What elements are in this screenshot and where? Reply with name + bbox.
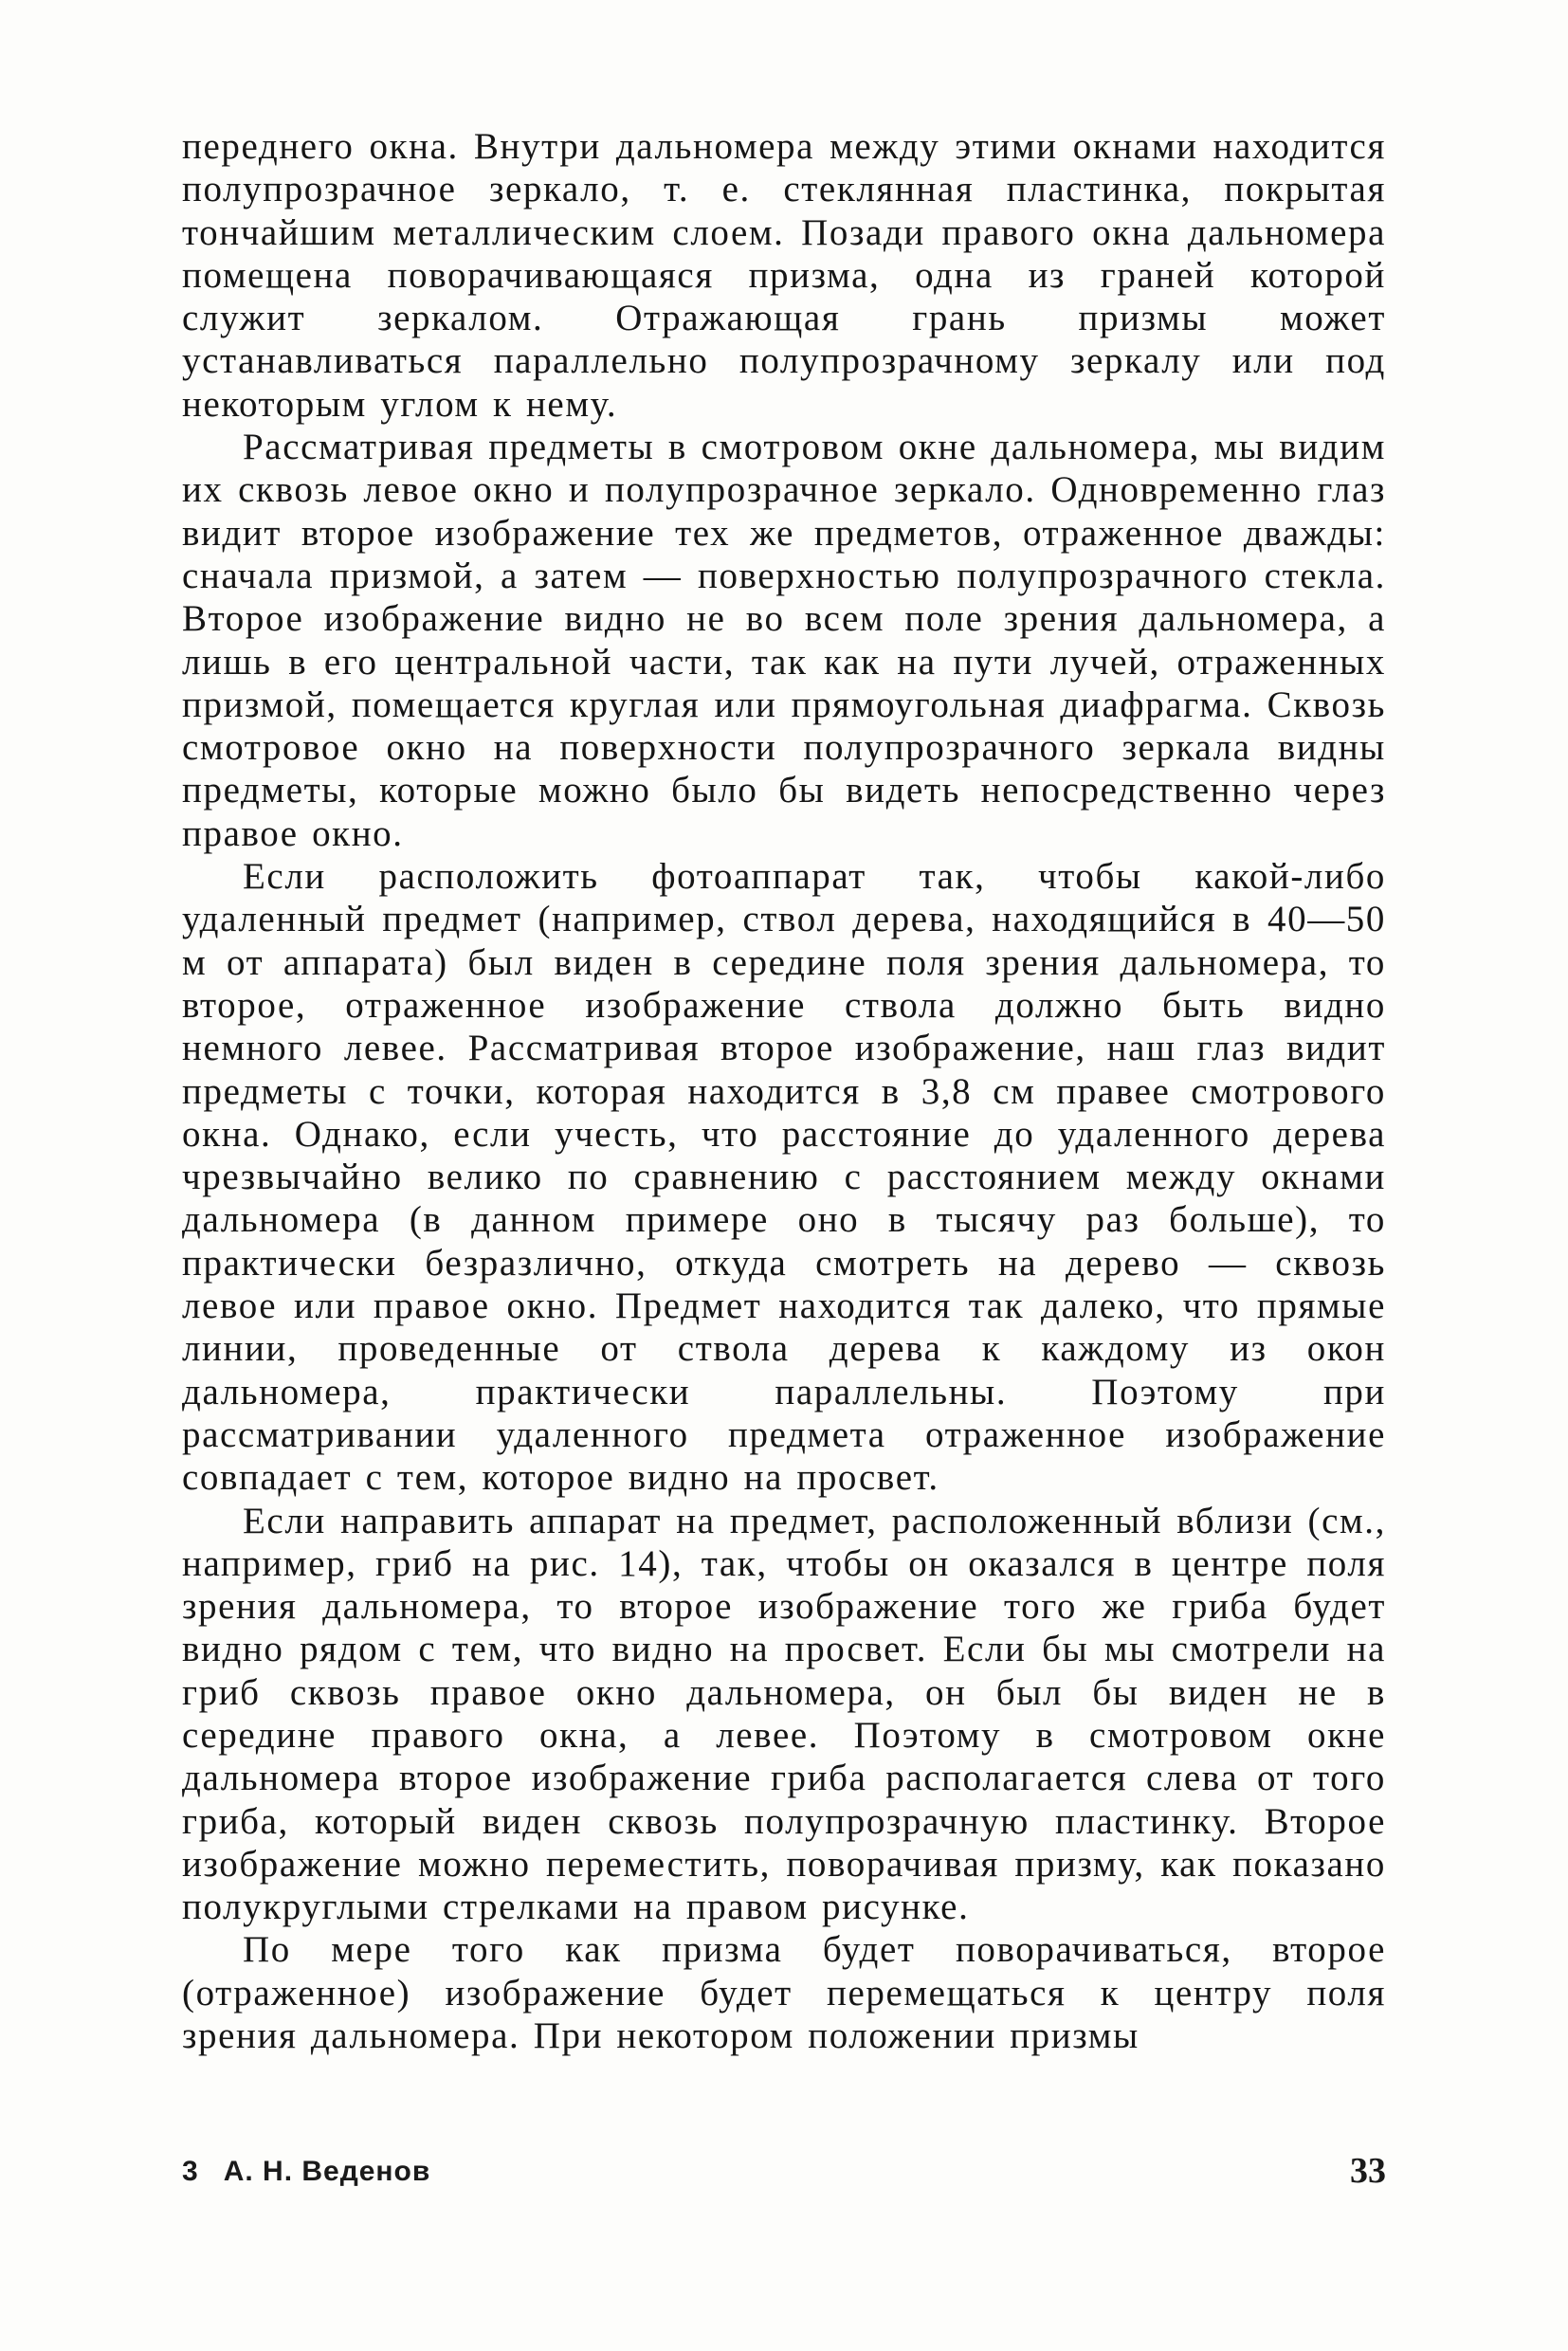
paragraph-4: Если направить аппарат на предмет, расположенный вблизи (см., например, гриб на рис. 14), так, чтобы он оказался в центре поля зрения дальномера, то второе изображение того же гриба будет видно рядом с тем, что видно на просвет. Если бы мы смотрели на гриб сквозь правое окно дальномера, он был бы виден не в середине правого окна, а левее. Поэтому в смотровом окне дальномера второе изображение гриба располагается слева от того гриба, который виден сквозь полупрозрачную пластинку. Второе изображение можно переместить, поворачивая призму, как показано полукруглыми стрелками на правом рисунке. [182, 1500, 1386, 1928]
signature-author: А. Н. Веденов [223, 2156, 431, 2187]
main-text [182, 125, 1386, 2057]
paragraph-1: переднего окна. Внутри дальномера между этими окнами находится полупрозрачное зеркало, т. е. стеклянная пластинка, покрытая тончайшим металлическим слоем. Позади правого окна дальномера помещена поворачивающаяся призма, одна из граней которой служит зеркалом. Отражающая грань призмы может устанавливаться параллельно полупрозрачному зеркалу или под некоторым углом к нему. [182, 126, 1386, 425]
printer-signature [182, 2156, 430, 2188]
paragraph-3: Если расположить фотоаппарат так, чтобы какой-либо удаленный предмет (например, ствол дерева, находящийся в 40—50 м от аппарата) был виден в середине поля зрения дальномера, то второе, отраженное изображение ствола должно быть видно немного левее. Рассматривая второе изображение, наш глаз видит предметы с точки, которая находится в 3,8 см правее смотрового окна. Однако, если учесть, что расстояние до удаленного дерева чрезвычайно велико по сравнению с расстоянием между окнами дальномера (в данном примере оно в тысячу раз больше), то практически безразлично, откуда смотреть на дерево — сквозь левое или правое окно. Предмет находится так далеко, что прямые линии, проведенные от ствола дерева к каждому из окон дальномера, практически параллельны. Поэтому при рассматривании удаленного предмета отраженное изображение совпадает с тем, которое видно на просвет. [182, 856, 1386, 1499]
page-number: 33 [1350, 2151, 1386, 2191]
signature-number: 3 [182, 2156, 199, 2187]
paragraph-2: Рассматривая предметы в смотровом окне дальномера, мы видим их сквозь левое окно и полупрозрачное зеркало. Одновременно глаз видит второе изображение тех же предметов, отраженное дважды: сначала призмой, а затем — поверхностью полупрозрачного стекла. Второе изображение видно не во всем поле зрения дальномера, а лишь в его центральной части, так как на пути лучей, отраженных призмой, помещается круглая или прямоугольная диафрагма. Сквозь смотровое окно на поверхности полупрозрачного зеркала видны предметы, которые можно было бы видеть непосредственно через правое окно. [182, 427, 1386, 854]
paragraph-5: По мере того как призма будет поворачиваться, второе (отраженное) изображение будет перемещаться к центру поля зрения дальномера. При некотором положении призмы [182, 1929, 1386, 2057]
page-footer [182, 2150, 1386, 2197]
